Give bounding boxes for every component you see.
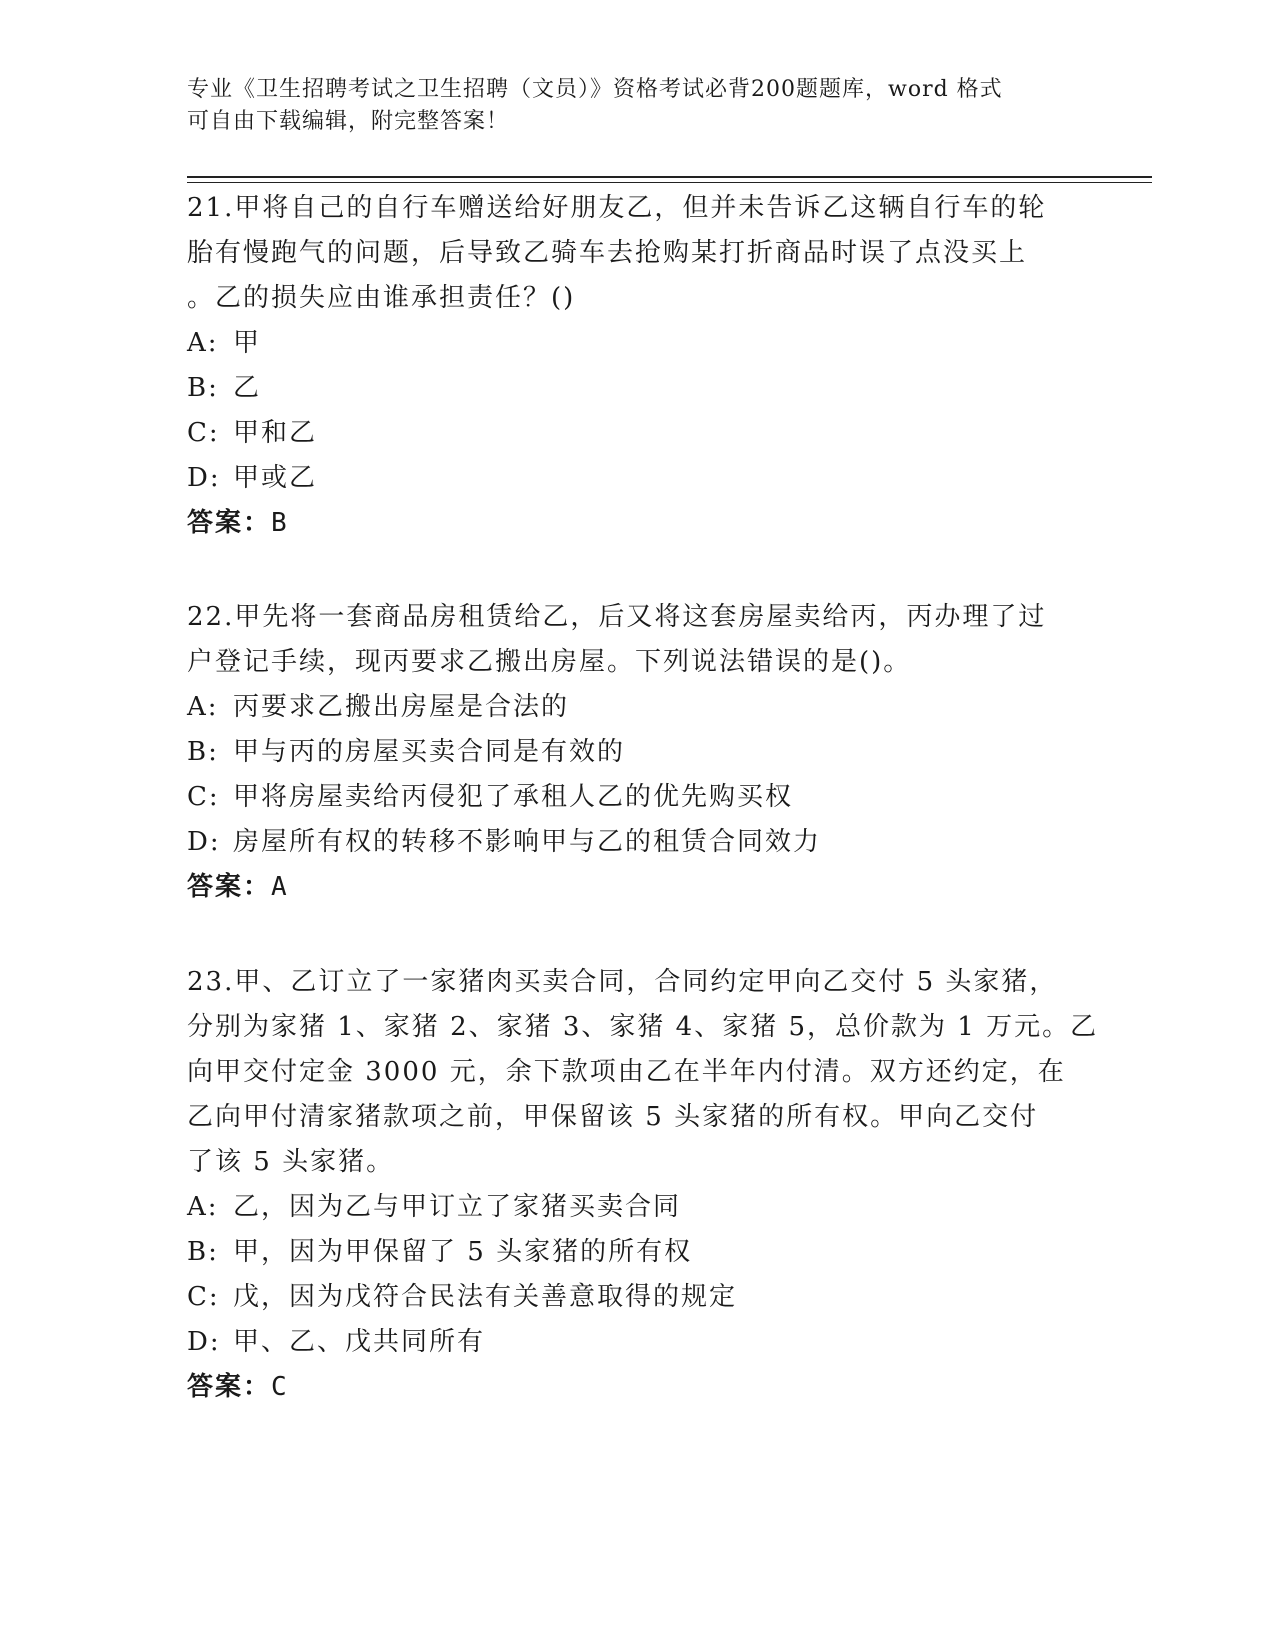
option-text: 甲将房屋卖给丙侵犯了承租人乙的优先购买权 bbox=[233, 782, 794, 812]
answer-value: C bbox=[271, 1372, 289, 1402]
option-letter: A: bbox=[187, 692, 219, 722]
option-text: 乙，因为乙与甲订立了家猪买卖合同 bbox=[233, 1192, 682, 1222]
header-divider-thick bbox=[187, 176, 1152, 178]
option-b bbox=[187, 366, 1087, 411]
option-letter: D: bbox=[187, 463, 221, 493]
option-text: 甲或乙 bbox=[233, 463, 318, 493]
header-divider-thin bbox=[187, 182, 1152, 183]
option-letter: D: bbox=[187, 1327, 221, 1357]
question-text-line: 向甲交付定金 3000 元，余下款项由乙在半年内付清。双方还约定，在 bbox=[187, 1057, 1066, 1087]
question-21 bbox=[187, 186, 1087, 546]
option-c bbox=[187, 411, 1087, 456]
answer-label: 答案： bbox=[187, 1372, 272, 1402]
option-a bbox=[187, 685, 1087, 730]
question-text-line: 21.甲将自己的自行车赠送给好朋友乙，但并未告诉乙这辆自行车的轮 bbox=[187, 193, 1047, 223]
header-line-1: 专业《卫生招聘考试之卫生招聘（文员）》资格考试必背200题题库，word 格式 bbox=[187, 77, 1003, 102]
option-text: 甲 bbox=[233, 328, 262, 358]
option-letter: A: bbox=[187, 328, 219, 358]
option-letter: D: bbox=[187, 827, 221, 857]
option-d bbox=[187, 820, 1087, 865]
answer-value: B bbox=[271, 508, 289, 538]
question-text-line: 分别为家猪 1、家猪 2、家猪 3、家猪 4、家猪 5，总价款为 1 万元。乙 bbox=[187, 1012, 1099, 1042]
option-letter: C: bbox=[187, 1282, 220, 1312]
option-text: 甲，因为甲保留了 5 头家猪的所有权 bbox=[233, 1237, 693, 1267]
answer-value: A bbox=[271, 872, 289, 902]
option-text: 房屋所有权的转移不影响甲与乙的租赁合同效力 bbox=[233, 827, 822, 857]
question-text-line: 22.甲先将一套商品房租赁给乙，后又将这套房屋卖给丙，丙办理了过 bbox=[187, 602, 1047, 632]
option-letter: B: bbox=[187, 737, 219, 767]
option-a bbox=[187, 1185, 1087, 1230]
option-letter: B: bbox=[187, 373, 219, 403]
option-c bbox=[187, 1275, 1087, 1320]
option-letter: C: bbox=[187, 782, 220, 812]
question-text-line: 。乙的损失应由谁承担责任？() bbox=[187, 283, 576, 313]
answer-line bbox=[187, 1365, 1087, 1410]
question-text-line: 户登记手续，现丙要求乙搬出房屋。下列说法错误的是()。 bbox=[187, 647, 912, 677]
option-letter: C: bbox=[187, 418, 220, 448]
question-text-line: 23.甲、乙订立了一家猪肉买卖合同，合同约定甲向乙交付 5 头家猪， bbox=[187, 967, 1058, 997]
option-text: 甲和乙 bbox=[233, 418, 318, 448]
option-b bbox=[187, 730, 1087, 775]
option-d bbox=[187, 1320, 1087, 1365]
option-a bbox=[187, 321, 1087, 366]
option-b bbox=[187, 1230, 1087, 1275]
option-text: 戊，因为戊符合民法有关善意取得的规定 bbox=[233, 1282, 738, 1312]
option-d bbox=[187, 456, 1087, 501]
question-text-line: 乙向甲付清家猪款项之前，甲保留该 5 头家猪的所有权。甲向乙交付 bbox=[187, 1102, 1039, 1132]
option-text: 甲与丙的房屋买卖合同是有效的 bbox=[233, 737, 626, 767]
question-text-line: 胎有慢跑气的问题，后导致乙骑车去抢购某打折商品时误了点没买上 bbox=[187, 238, 1028, 268]
document-header bbox=[187, 74, 1087, 138]
answer-line bbox=[187, 865, 1087, 910]
answer-label: 答案： bbox=[187, 872, 272, 902]
question-22 bbox=[187, 595, 1087, 910]
answer-line bbox=[187, 501, 1087, 546]
option-letter: A: bbox=[187, 1192, 219, 1222]
question-text-line: 了该 5 头家猪。 bbox=[187, 1147, 395, 1177]
question-23 bbox=[187, 960, 1099, 1410]
option-text: 甲、乙、戊共同所有 bbox=[233, 1327, 486, 1357]
answer-label: 答案： bbox=[187, 508, 272, 538]
header-line-2: 可自由下载编辑，附完整答案！ bbox=[187, 109, 510, 134]
option-letter: B: bbox=[187, 1237, 219, 1267]
option-c bbox=[187, 775, 1087, 820]
option-text: 乙 bbox=[233, 373, 262, 403]
option-text: 丙要求乙搬出房屋是合法的 bbox=[233, 692, 570, 722]
